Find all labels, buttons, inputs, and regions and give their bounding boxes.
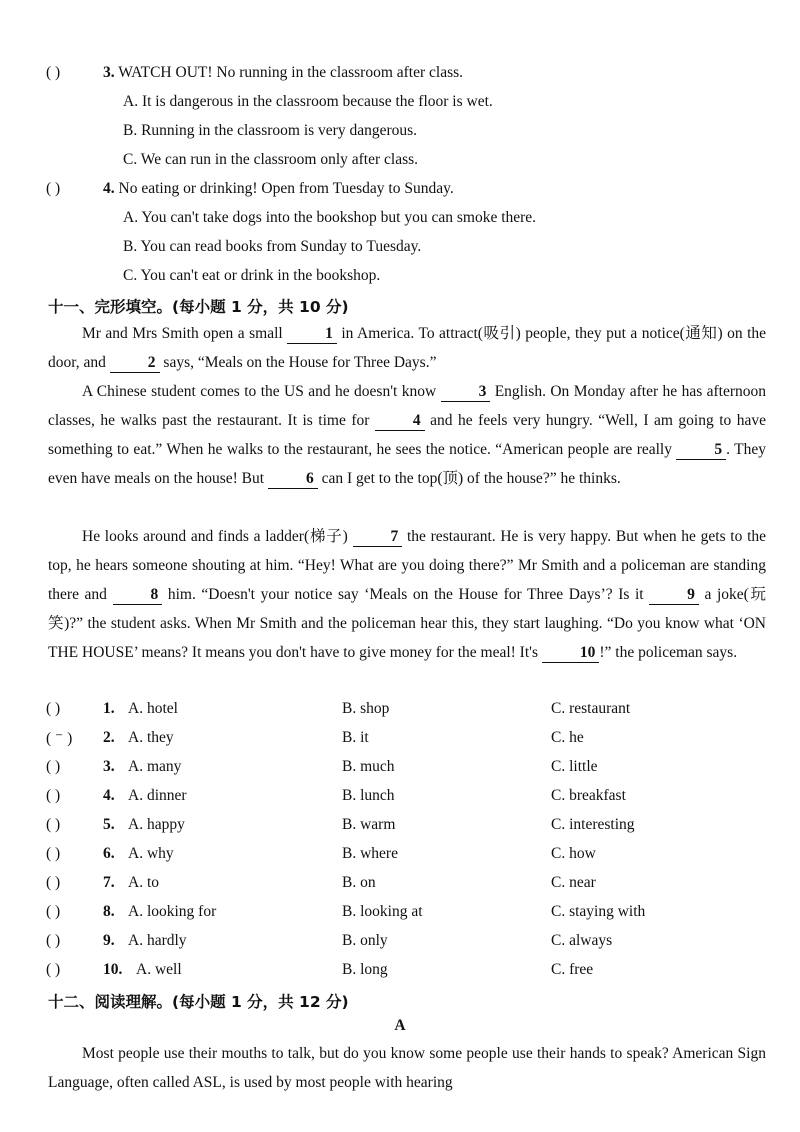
section-12-heading: 十二、阅读理解。(每小题 1 分，共 12 分) <box>48 993 349 1011</box>
blank-1[interactable]: 1 <box>287 325 337 344</box>
option-b: B. on <box>342 874 376 891</box>
answer-paren[interactable]: ( ⁻ ) <box>46 730 73 747</box>
question-number: 6. <box>103 845 115 862</box>
answer-paren[interactable]: ( ) <box>46 180 61 197</box>
question-number: 8. <box>103 903 115 920</box>
question-number: 4. <box>103 787 115 804</box>
blank-2[interactable]: 2 <box>110 354 160 373</box>
option-a: A. looking for <box>128 903 217 920</box>
answer-paren[interactable]: ( ) <box>46 961 61 978</box>
option-c: C. restaurant <box>551 700 631 717</box>
option-c: C. staying with <box>551 903 646 920</box>
question-number: 1. <box>103 700 115 717</box>
blank-7[interactable]: 7 <box>353 528 403 547</box>
option-c: C. near <box>551 874 596 891</box>
cloze-paragraph-1: Mr and Mrs Smith open a small 1 in America. To attract(吸引) people, they put a notice(通知) on the door, and 2 says, “Meals on the House for Three Days.” <box>48 325 767 371</box>
question-number: 4. <box>103 180 115 197</box>
blank-3[interactable]: 3 <box>441 383 491 402</box>
option-b: B. warm <box>342 816 396 833</box>
question-number: 3. <box>103 64 115 81</box>
option-c: C. free <box>551 961 594 978</box>
option-c: C. how <box>551 845 596 862</box>
question-number: 5. <box>103 816 115 833</box>
option-a: A. hardly <box>128 932 187 949</box>
option-c: C. We can run in the classroom only after class. <box>123 151 419 168</box>
option-a: A. many <box>128 758 182 775</box>
option-c: C. breakfast <box>551 787 626 804</box>
option-b: B. You can read books from Sunday to Tuesday. <box>123 238 422 255</box>
blank-4[interactable]: 4 <box>375 412 425 431</box>
option-a: A. to <box>128 874 159 891</box>
option-a: A. You can't take dogs into the bookshop but you can smoke there. <box>123 209 537 226</box>
cloze-paragraph-2: A Chinese student comes to the US and he doesn't know 3 English. On Monday after he has afternoon classes, he walks past the restaurant. It is time for 4 and he feels very hungry. “Well, I am going to have something to eat.” When he walks to the restaurant, he sees the notice. “American people are really 5 . They even have meals on the house! But 6 can I get to the top(顶) of the house?” he thinks. <box>48 383 767 487</box>
answer-paren[interactable]: ( ) <box>46 932 61 949</box>
option-c: C. he <box>551 729 584 746</box>
option-a: A. why <box>128 845 174 862</box>
question-number: 7. <box>103 874 115 891</box>
option-b: B. long <box>342 961 388 978</box>
answer-paren[interactable]: ( ) <box>46 903 61 920</box>
section-11-heading: 十一、完形填空。(每小题 1 分，共 10 分) <box>48 298 349 316</box>
option-a: A. hotel <box>128 700 178 717</box>
option-c: C. interesting <box>551 816 635 833</box>
blank-6[interactable]: 6 <box>268 470 318 489</box>
option-b: B. looking at <box>342 903 423 920</box>
answer-paren[interactable]: ( ) <box>46 758 61 775</box>
question-number: 3. <box>103 758 115 775</box>
option-a: A. well <box>136 961 182 978</box>
option-a: A. It is dangerous in the classroom because the floor is wet. <box>123 93 493 110</box>
option-b: B. Running in the classroom is very dangerous. <box>123 122 418 139</box>
blank-9[interactable]: 9 <box>649 586 699 605</box>
answer-paren[interactable]: ( ) <box>46 845 61 862</box>
blank-5[interactable]: 5 <box>676 441 726 460</box>
option-c: C. You can't eat or drink in the bookshop. <box>123 267 381 284</box>
option-a: A. they <box>128 729 174 746</box>
question-stem: WATCH OUT! No running in the classroom after class. <box>118 64 464 81</box>
option-b: B. only <box>342 932 388 949</box>
question-number: 2. <box>103 729 115 746</box>
option-b: B. much <box>342 758 395 775</box>
blank-10[interactable]: 10 <box>542 644 600 663</box>
option-a: A. happy <box>128 816 185 833</box>
passage-label: A <box>394 1017 406 1034</box>
question-stem: No eating or drinking! Open from Tuesday to Sunday. <box>118 180 454 197</box>
question-number: 9. <box>103 932 115 949</box>
option-b: B. it <box>342 729 369 746</box>
blank-8[interactable]: 8 <box>113 586 163 605</box>
cloze-paragraph-3: He looks around and finds a ladder(梯子) 7 the restaurant. He is very happy. But when he gets to the top, he hears someone shouting at him. “Hey! What are you doing there?” Mr Smith and a policeman are standing there and 8 him. “Doesn't your notice say ‘Meals on the House for Three Days’? Is it 9 a joke(玩笑)?” the student asks. When Mr Smith and the policeman hear this, they start laughing. “Do you know what ‘ON THE HOUSE’ means? It means you don't have to give money for the meal! It's 10 !” the policeman says. <box>48 528 767 661</box>
answer-paren[interactable]: ( ) <box>46 64 61 81</box>
option-b: B. lunch <box>342 787 395 804</box>
option-a: A. dinner <box>128 787 187 804</box>
option-b: B. shop <box>342 700 390 717</box>
answer-paren[interactable]: ( ) <box>46 874 61 891</box>
answer-paren[interactable]: ( ) <box>46 787 61 804</box>
option-c: C. little <box>551 758 598 775</box>
option-b: B. where <box>342 845 398 862</box>
question-number: 10. <box>103 961 123 978</box>
answer-paren[interactable]: ( ) <box>46 700 61 717</box>
answer-paren[interactable]: ( ) <box>46 816 61 833</box>
reading-paragraph: Most people use their mouths to talk, but do you know some people use their hands to speak? American Sign Language, often called ASL, is used by most people with hearing <box>48 1045 766 1091</box>
option-c: C. always <box>551 932 613 949</box>
